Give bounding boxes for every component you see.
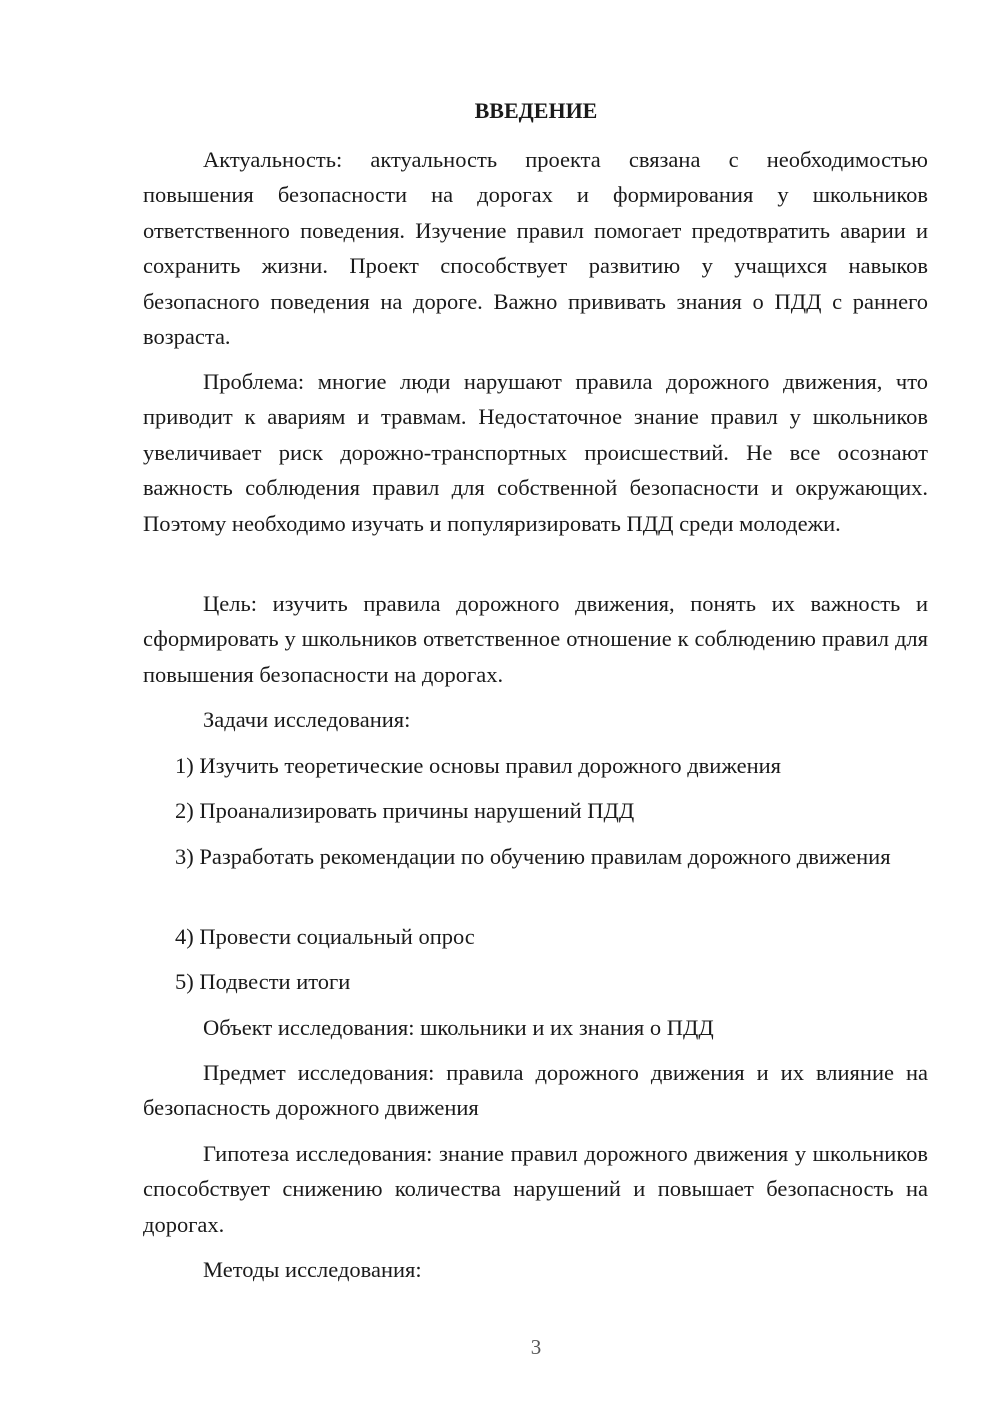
task-item-2: 2) Проанализировать причины нарушений ПДД <box>175 798 635 823</box>
task-item-3: 3) Разработать рекомендации по обучению правилам дорожного движения <box>175 844 891 869</box>
section-heading: ВВЕДЕНИЕ <box>474 98 598 123</box>
relevance-paragraph: Актуальность: актуальность проекта связана с необходимостью повышения безопасности на дорогах и формирования у школьников ответственного поведения. Изучение правил помогает предотвратить аварии и сохранить жизни. Проект способствует развитию у учащихся навыков безопасного поведения на дороге. Важно прививать знания о ПДД с раннего возраста. <box>143 147 928 350</box>
subject-paragraph: Предмет исследования: правила дорожного движения и их влияние на безопасность дорожного движения <box>143 1060 928 1121</box>
object-paragraph: Объект исследования: школьники и их знания о ПДД <box>203 1015 714 1040</box>
tasks-title: Задачи исследования: <box>203 707 411 732</box>
page-number: 3 <box>530 1335 542 1359</box>
problem-paragraph: Проблема: многие люди нарушают правила дорожного движения, что приводит к авариям и травмам. Недостаточное знание правил у школьников увеличивает риск дорожно-транспортных происшествий. Не все осознают важность соблюдения правил для собственной безопасности и окружающих. Поэтому необходимо изучать и популяризировать ПДД среди молодежи. <box>143 369 928 536</box>
task-item-4: 4) Провести социальный опрос <box>175 924 475 949</box>
task-item-1: 1) Изучить теоретические основы правил дорожного движения <box>175 753 782 778</box>
methods-title: Методы исследования: <box>203 1257 422 1282</box>
task-item-5: 5) Подвести итоги <box>175 969 351 994</box>
hypothesis-paragraph: Гипотеза исследования: знание правил дорожного движения у школьников способствует снижению количества нарушений и повышает безопасность на дорогах. <box>143 1141 928 1237</box>
goal-paragraph: Цель: изучить правила дорожного движения, понять их важность и сформировать у школьников ответственное отношение к соблюдению правил для повышения безопасности на дорогах. <box>143 591 928 687</box>
